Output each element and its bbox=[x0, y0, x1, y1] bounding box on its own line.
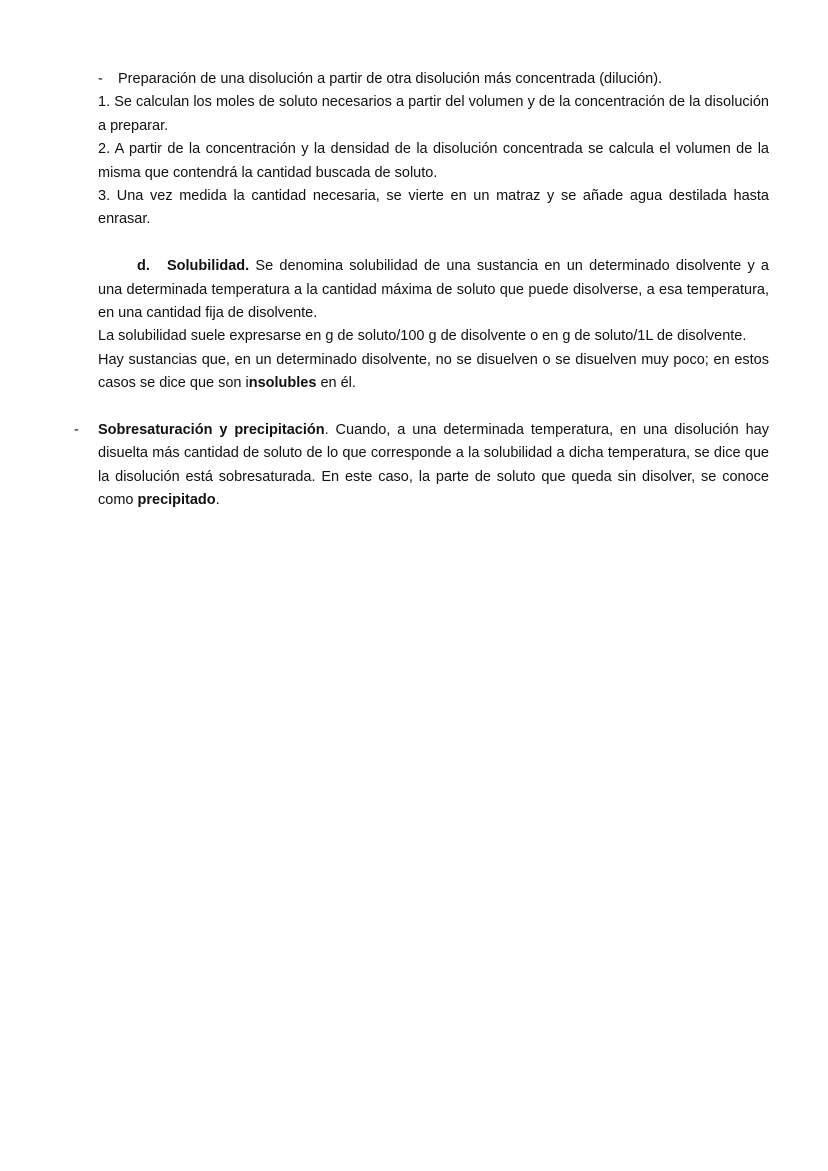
dilution-heading-text: Preparación de una disolución a partir de otra disolución más concentrada (dilución). bbox=[118, 71, 663, 87]
solubility-insoluble bbox=[98, 349, 769, 396]
solubility-title: Solubilidad. bbox=[167, 258, 250, 275]
insoluble-text-pre: Hay sustancias que, en un determinado disolvente, no se disuelven o se disuelven muy poco; en estos casos se dice que son i bbox=[98, 351, 769, 392]
supersaturation-title: Sobresaturación y precipitación bbox=[98, 422, 325, 439]
section-letter: d. bbox=[137, 258, 150, 275]
dash-marker: - bbox=[74, 422, 79, 439]
supersaturation-item bbox=[74, 419, 769, 513]
supersaturation-text: . Cuando, a una determinada temperatura, en una disolución hay disuelta más cantidad de soluto de lo que corresponde a la solubilidad a dicha temperatura, se dice que la disolución está sobresaturada. En este caso, la parte de soluto que queda sin disolver, se conoce como bbox=[98, 422, 769, 509]
document-body bbox=[74, 68, 769, 513]
dilution-step-3: 3. Una vez medida la cantidad necesaria, se vierte en un matraz y se añade agua destilada hasta enrasar. bbox=[98, 188, 769, 228]
dash-marker: - bbox=[98, 71, 103, 87]
paragraph-gap bbox=[98, 232, 769, 255]
insoluble-term: nsolubles bbox=[248, 375, 317, 392]
insoluble-text-post: en él. bbox=[316, 375, 356, 392]
supersaturation-paragraph bbox=[98, 419, 769, 513]
precipitate-term: precipitado bbox=[137, 492, 216, 509]
solubility-definition bbox=[98, 255, 769, 325]
dilution-heading bbox=[98, 68, 769, 91]
dilution-step-2: 2. A partir de la concentración y la densidad de la disolución concentrada se calcula el volumen de la misma que contendrá la cantidad buscada de soluto. bbox=[98, 141, 769, 181]
paragraph-gap bbox=[98, 396, 769, 419]
solubility-definition-text: Se denomina solubilidad de una sustancia en un determinado disolvente y a una determinada temperatura a la cantidad máxima de soluto que puede disolverse, a esa temperatura, en una cantidad fija de disolvente. bbox=[98, 258, 769, 322]
dilution-step-1: 1. Se calculan los moles de soluto necesarios a partir del volumen y de la concentración de la disolución a preparar. bbox=[98, 94, 769, 134]
solubility-units: La solubilidad suele expresarse en g de soluto/100 g de disolvente o en g de soluto/1L de disolvente. bbox=[98, 328, 747, 345]
supersaturation-end: . bbox=[215, 492, 220, 509]
